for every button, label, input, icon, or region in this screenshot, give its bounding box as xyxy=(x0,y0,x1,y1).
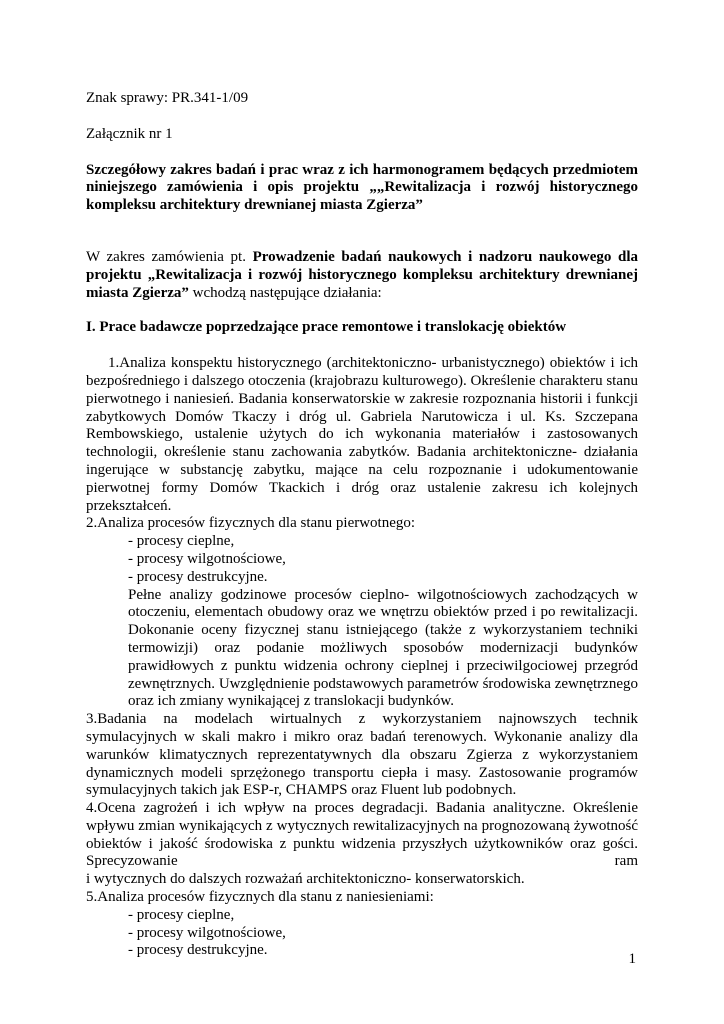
intro-prefix: W zakres zamówienia pt. xyxy=(86,248,253,265)
item-5-bullet: - procesy destrukcyjne. xyxy=(128,942,268,959)
item-5-bullet: - procesy cieplne, xyxy=(128,906,235,923)
attachment-label: Załącznik nr 1 xyxy=(86,125,173,142)
item-2-heading: 2.Analiza procesów fizycznych dla stanu pierwotnego: xyxy=(86,515,416,532)
document-title: Szczegółowy zakres badań i prac wraz z ich harmonogramem będących przedmiotem niniejszego zamówienia i opis projektu „„Rewitalizacja i rozwój historycznego kompleksu architektury drewnianej miasta Zgierza” xyxy=(86,161,638,214)
item-2-bullet: - procesy destrukcyjne. xyxy=(128,568,268,585)
item-1: 1.Analiza konspektu historycznego (architektoniczno- urbanistycznego) obiektów i ich bezpośredniego i dalszego otoczenia (krajobrazu kulturowego). Określenie charakteru stanu pierwotnego i naniesień. Badania konserwatorskie w zakresie rozpoznania historii i funkcji zabytkowych Domów Tkaczy i dróg ul. Gabriela Narutowicza i ul. Ks. Szczepana Rembowskiego, ustalenie użytych do ich wykonania materiałów i zastosowanych technologii, określenie stanu zachowania zabytków. Badania architektoniczne- działania ingerujące w substancję zabytku, mające na celu rozpoznanie i udokumentowanie pierwotnej formy Domów Tkackich i dróg oraz ustalenie zakresu ich kolejnych przekształceń. xyxy=(86,355,638,514)
item-4: 4.Ocena zagrożeń i ich wpływ na proces degradacji. Badania analityczne. Określenie wpływu zmian wynikających z wytycznych rewitalizacyjnych na prognozowaną żywotność obiektów i jakość środowiska z punktu widzenia przyszłych użytkowników oraz gości. Sprecyzowanie ram xyxy=(86,800,638,870)
item-2-paragraph: Pełne analizy godzinowe procesów cieplno- wilgotnościowych zachodzących w otoczeniu, elementach obudowy oraz we wnętrzu obiektów przed i po rewitalizacji. Dokonanie oceny fizycznej stanu istniejącego (także z wykorzystaniem techniki termowizji) oraz podanie możliwych sposobów modernizacji budynków prawidłowych z punktu widzenia ochrony cieplnej i przeciwilgociowej przegród zewnętrznych. Uwzględnienie podstawowych parametrów środowiska zewnętrznego oraz ich zmiany wynikającej z translokacji budynków. xyxy=(128,586,638,710)
item-5-heading: 5.Analiza procesów fizycznych dla stanu z naniesieniami: xyxy=(86,889,434,906)
document-page xyxy=(86,90,638,960)
item-2-bullet: - procesy cieplne, xyxy=(128,533,235,550)
item-5-bullet: - procesy wilgotnościowe, xyxy=(128,924,286,941)
item-4-tail: i wytycznych do dalszych rozważań architektoniczno- konserwatorskich. xyxy=(86,871,525,888)
intro-bold: Prowadzenie badań naukowych i nadzoru naukowego dla projektu „Rewitalizacja i rozwój historycznego kompleksu architektury drewnianej miasta Zgierza” xyxy=(86,248,638,301)
case-number: Znak sprawy: PR.341-1/09 xyxy=(86,90,249,106)
section-heading: I. Prace badawcze poprzedzające prace remontowe i translokację obiektów xyxy=(86,319,567,336)
page-number: 1 xyxy=(628,951,636,967)
item-3: 3.Badania na modelach wirtualnych z wykorzystaniem najnowszych technik symulacyjnych w skali makro i mikro oraz badań terenowych. Wykonanie analizy dla warunków klimatycznych reprezentatywnych dla obszaru Zgierza z wykorzystaniem dynamicznych modeli sprzężonego transportu ciepła i masy. Zastosowanie programów symulacyjnych takich jak ESP-r, CHAMPS oraz Fluent lub podobnych. xyxy=(86,711,638,799)
intro-paragraph xyxy=(86,249,638,302)
item-2-bullet: - procesy wilgotnościowe, xyxy=(128,550,286,567)
intro-suffix: wchodzą następujące działania: xyxy=(188,284,382,301)
